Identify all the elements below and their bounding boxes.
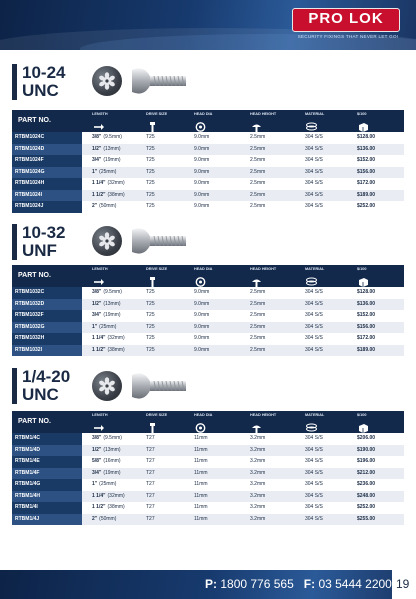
head-diameter: 11mm (194, 458, 208, 464)
price-icon (358, 274, 369, 284)
part-number: RTBM1024J (12, 201, 82, 213)
drive-size: T27 (146, 435, 155, 441)
table-row (12, 491, 404, 503)
head-height-icon (251, 274, 262, 284)
length-fraction: 3/4" (92, 312, 102, 318)
length-fraction: 1/2" (92, 300, 102, 307)
table-row (12, 322, 404, 334)
drive-size: T27 (146, 469, 155, 476)
length-mm: (32mm) (107, 335, 125, 341)
head-diameter: 11mm (194, 492, 208, 499)
length-fraction: 3/4" (92, 157, 102, 163)
material: 304 S/S (305, 504, 323, 510)
drive-size: T27 (146, 504, 155, 510)
length-icon (93, 274, 104, 284)
drive-size: T25 (146, 157, 155, 163)
length-icon (93, 420, 104, 430)
head-height: 2.5mm (250, 134, 266, 140)
material: 304 S/S (305, 335, 323, 341)
part-number: RTBM1/4E (12, 456, 82, 468)
column-drive: DRIVE SIZE (146, 112, 168, 116)
column-length: LENGTH (92, 267, 108, 271)
column-part-no: PART NO. (18, 272, 51, 279)
phone-label: P: (205, 577, 217, 591)
length-cell (92, 468, 121, 480)
length-fraction: 3/8" (92, 435, 102, 441)
price: $206.00 (357, 435, 376, 441)
length-cell (92, 433, 122, 445)
price-icon (358, 420, 369, 430)
material: 304 S/S (305, 191, 323, 198)
torx-drive-icon (92, 371, 122, 401)
head-height: 3.2mm (250, 515, 266, 522)
length-fraction: 1/2" (92, 446, 102, 453)
material: 304 S/S (305, 203, 323, 209)
price: $236.00 (357, 481, 376, 487)
material: 304 S/S (305, 515, 323, 522)
head-height: 2.5mm (250, 168, 266, 175)
head-height: 3.2mm (250, 481, 266, 487)
head-height: 2.5mm (250, 312, 266, 318)
material: 304 S/S (305, 492, 323, 499)
length-fraction: 2" (92, 515, 98, 522)
head-height-icon (251, 420, 262, 430)
length-cell (92, 310, 121, 322)
part-number: RTBM1024C (12, 132, 82, 144)
material: 304 S/S (305, 168, 323, 175)
column-part-no: PART NO. (18, 117, 51, 124)
head-dia-icon (195, 420, 206, 430)
length-mm: (32mm) (107, 492, 125, 499)
column-length: LENGTH (92, 413, 108, 417)
length-cell (92, 322, 116, 334)
part-number: RTBM1024H (12, 178, 82, 190)
table-row (12, 310, 404, 322)
head-diameter: 9.0mm (194, 180, 210, 186)
prolok-logo (292, 8, 404, 44)
table-header (12, 265, 404, 287)
column-head-dia: HEAD DIA (194, 112, 213, 116)
length-mm: (13mm) (103, 300, 121, 307)
material: 304 S/S (305, 435, 323, 441)
spec-table (12, 411, 404, 525)
table-row (12, 190, 404, 202)
head-height: 2.5mm (250, 300, 266, 307)
price: $252.00 (357, 203, 376, 209)
part-number: RTBM1024F (12, 155, 82, 167)
length-fraction: 3/4" (92, 469, 102, 476)
logo-text: PRO LOK (308, 10, 384, 27)
material: 304 S/S (305, 157, 323, 163)
price: $136.00 (357, 300, 376, 307)
drive-size: T25 (146, 346, 155, 353)
length-mm: (19mm) (103, 312, 121, 318)
torx-drive-icon (92, 226, 122, 256)
head-diameter: 9.0mm (194, 346, 210, 353)
table-row (12, 201, 404, 213)
logo-tagline: SECURITY FIXINGS THAT NEVER LET GO! (297, 34, 399, 39)
column-head-dia: HEAD DIA (194, 413, 213, 417)
head-diameter: 9.0mm (194, 289, 210, 295)
length-icon (93, 119, 104, 129)
drive-size: T27 (146, 458, 155, 464)
head-diameter: 9.0mm (194, 335, 210, 341)
drive-size: T27 (146, 492, 155, 499)
column-material: MATERIAL (305, 267, 325, 271)
head-diameter: 11mm (194, 481, 208, 487)
table-row (12, 333, 404, 345)
column-head-height: HEAD HEIGHT (250, 413, 277, 417)
drive-size: T27 (146, 515, 155, 522)
price: $152.00 (357, 312, 376, 318)
head-height: 3.2mm (250, 446, 266, 453)
thread-size-title: 10-32 (22, 223, 66, 242)
head-height: 2.5mm (250, 145, 266, 152)
table-row (12, 178, 404, 190)
table-row (12, 167, 404, 179)
head-height-icon (251, 119, 262, 129)
part-number: RTBM1/4H (12, 491, 82, 503)
contact-line (205, 577, 392, 591)
length-mm: (13mm) (103, 446, 121, 453)
material: 304 S/S (305, 134, 323, 140)
button-head-screw-icon (130, 66, 188, 96)
head-diameter: 9.0mm (194, 145, 210, 152)
head-diameter: 9.0mm (194, 134, 210, 140)
column-price: $/100 (357, 267, 367, 271)
material: 304 S/S (305, 323, 323, 330)
price: $190.00 (357, 446, 376, 453)
head-diameter: 11mm (194, 504, 208, 510)
material: 304 S/S (305, 300, 323, 307)
column-head-dia: HEAD DIA (194, 267, 213, 271)
column-drive: DRIVE SIZE (146, 267, 168, 271)
length-cell (92, 514, 116, 526)
price: $196.00 (357, 458, 376, 464)
part-number: RTBM1/4D (12, 445, 82, 457)
price: $172.00 (357, 180, 376, 186)
head-height: 2.5mm (250, 323, 266, 330)
table-header (12, 110, 404, 132)
head-height: 3.2mm (250, 435, 266, 441)
length-mm: (25mm) (99, 323, 117, 330)
head-diameter: 9.0mm (194, 323, 210, 330)
page-header (0, 0, 416, 50)
page-number: 19 (396, 577, 410, 591)
price: $189.00 (357, 191, 376, 198)
material: 304 S/S (305, 469, 323, 476)
drive-size: T25 (146, 300, 155, 307)
torx-drive-icon (92, 66, 122, 96)
table-body (12, 132, 404, 213)
length-cell (92, 178, 125, 190)
price: $255.00 (357, 515, 376, 522)
price: $156.00 (357, 168, 376, 175)
length-fraction: 1 1/4" (92, 335, 106, 341)
thread-type-title: UNC (22, 385, 59, 404)
price: $152.00 (357, 157, 376, 163)
drive-size: T25 (146, 134, 155, 140)
table-row (12, 433, 404, 445)
part-number: RTBM1032I (12, 345, 82, 357)
part-number: RTBM1032H (12, 333, 82, 345)
column-part-no: PART NO. (18, 418, 51, 425)
length-cell (92, 479, 116, 491)
head-height: 2.5mm (250, 289, 266, 295)
table-row (12, 514, 404, 526)
drive-size: T25 (146, 180, 155, 186)
price: $128.00 (357, 134, 376, 140)
length-fraction: 2" (92, 203, 98, 209)
part-number: RTBM1032C (12, 287, 82, 299)
drive-icon (147, 119, 158, 129)
price: $128.00 (357, 289, 376, 295)
material: 304 S/S (305, 289, 323, 295)
length-cell (92, 299, 121, 311)
price: $252.00 (357, 504, 376, 510)
section-title-bar (12, 64, 17, 100)
length-cell (92, 491, 125, 503)
length-cell (92, 201, 116, 213)
length-cell (92, 445, 121, 457)
drive-icon (147, 420, 158, 430)
material-icon (306, 420, 317, 430)
material: 304 S/S (305, 346, 323, 353)
length-fraction: 1/2" (92, 145, 102, 152)
part-number: RTBM1/4C (12, 433, 82, 445)
head-diameter: 9.0mm (194, 157, 210, 163)
drive-icon (147, 274, 158, 284)
thread-type-title: UNF (22, 241, 57, 260)
material: 304 S/S (305, 458, 323, 464)
column-head-height: HEAD HEIGHT (250, 112, 277, 116)
head-height: 3.2mm (250, 492, 266, 499)
length-cell (92, 190, 125, 202)
head-height: 2.5mm (250, 191, 266, 198)
length-fraction: 1 1/2" (92, 191, 106, 198)
part-number: RTBM1024D (12, 144, 82, 156)
head-height: 3.2mm (250, 469, 266, 476)
drive-size: T27 (146, 481, 155, 487)
column-drive: DRIVE SIZE (146, 413, 168, 417)
column-length: LENGTH (92, 112, 108, 116)
head-diameter: 11mm (194, 515, 208, 522)
length-fraction: 5/8" (92, 458, 102, 464)
drive-size: T25 (146, 145, 155, 152)
length-mm: (25mm) (99, 481, 117, 487)
column-material: MATERIAL (305, 413, 325, 417)
length-mm: (16mm) (103, 458, 121, 464)
table-row (12, 299, 404, 311)
fax-label: F: (303, 577, 316, 591)
head-diameter: 9.0mm (194, 312, 210, 318)
length-cell (92, 144, 121, 156)
part-number: RTBM1024G (12, 167, 82, 179)
drive-size: T25 (146, 203, 155, 209)
length-cell (92, 456, 121, 468)
length-cell (92, 287, 122, 299)
price: $156.00 (357, 323, 376, 330)
table-row (12, 456, 404, 468)
fax-number: 03 5444 2200 (318, 577, 392, 591)
table-body (12, 433, 404, 525)
head-diameter: 9.0mm (194, 300, 210, 307)
table-row (12, 155, 404, 167)
thread-size-title: 1/4-20 (22, 367, 71, 386)
button-head-screw-icon (130, 226, 188, 256)
part-number: RTBM1032D (12, 299, 82, 311)
head-height: 2.5mm (250, 180, 266, 186)
head-dia-icon (195, 274, 206, 284)
length-cell (92, 333, 125, 345)
length-fraction: 3/8" (92, 289, 102, 295)
column-price: $/100 (357, 112, 367, 116)
section-title-bar (12, 368, 17, 404)
part-number: RTBM1/4F (12, 468, 82, 480)
head-height: 3.2mm (250, 504, 266, 510)
phone-number: 1800 776 565 (220, 577, 294, 591)
length-fraction: 1 1/4" (92, 492, 106, 499)
length-mm: (38mm) (107, 191, 125, 198)
length-mm: (50mm) (99, 515, 117, 522)
length-cell (92, 345, 125, 357)
length-mm: (19mm) (103, 157, 121, 163)
head-height: 3.2mm (250, 458, 266, 464)
column-material: MATERIAL (305, 112, 325, 116)
material: 304 S/S (305, 145, 323, 152)
drive-size: T25 (146, 312, 155, 318)
material-icon (306, 119, 317, 129)
price: $172.00 (357, 335, 376, 341)
table-row (12, 502, 404, 514)
drive-size: T25 (146, 191, 155, 198)
length-mm: (19mm) (103, 469, 121, 476)
table-row (12, 132, 404, 144)
price: $212.00 (357, 469, 376, 476)
part-number: RTBM1032G (12, 322, 82, 334)
drive-size: T25 (146, 168, 155, 175)
length-mm: (50mm) (99, 203, 117, 209)
length-fraction: 3/8" (92, 134, 102, 140)
head-height: 2.5mm (250, 157, 266, 163)
length-mm: (9.5mm) (103, 134, 122, 140)
table-row (12, 287, 404, 299)
length-fraction: 1" (92, 323, 98, 330)
length-cell (92, 155, 121, 167)
part-number: RTBM1/4I (12, 502, 82, 514)
drive-size: T25 (146, 323, 155, 330)
table-header (12, 411, 404, 433)
part-number: RTBM1/4G (12, 479, 82, 491)
head-dia-icon (195, 119, 206, 129)
thread-size-title: 10-24 (22, 63, 66, 82)
part-number: RTBM1024I (12, 190, 82, 202)
length-mm: (38mm) (107, 346, 125, 353)
spec-table (12, 110, 404, 213)
length-mm: (13mm) (103, 145, 121, 152)
head-height: 2.5mm (250, 346, 266, 353)
length-fraction: 1" (92, 168, 98, 175)
head-diameter: 9.0mm (194, 191, 210, 198)
table-row (12, 345, 404, 357)
drive-size: T27 (146, 446, 155, 453)
table-row (12, 144, 404, 156)
length-mm: (9.5mm) (103, 435, 122, 441)
part-number: RTBM1/4J (12, 514, 82, 526)
length-fraction: 1 1/2" (92, 346, 106, 353)
column-price: $/100 (357, 413, 367, 417)
head-diameter: 11mm (194, 446, 208, 453)
head-height: 2.5mm (250, 203, 266, 209)
button-head-screw-icon (130, 371, 188, 401)
length-mm: (38mm) (107, 504, 125, 510)
length-fraction: 1 1/2" (92, 504, 106, 510)
drive-size: T25 (146, 289, 155, 295)
price: $189.00 (357, 346, 376, 353)
material: 304 S/S (305, 312, 323, 318)
head-diameter: 11mm (194, 435, 208, 441)
price: $248.00 (357, 492, 376, 499)
length-cell (92, 502, 125, 514)
head-diameter: 9.0mm (194, 203, 210, 209)
material: 304 S/S (305, 481, 323, 487)
table-body (12, 287, 404, 356)
price: $136.00 (357, 145, 376, 152)
material: 304 S/S (305, 180, 323, 186)
drive-size: T25 (146, 335, 155, 341)
material: 304 S/S (305, 446, 323, 453)
length-mm: (25mm) (99, 168, 117, 175)
length-fraction: 1 1/4" (92, 180, 106, 186)
part-number: RTBM1032F (12, 310, 82, 322)
length-fraction: 1" (92, 481, 98, 487)
length-cell (92, 167, 116, 179)
material-icon (306, 274, 317, 284)
length-mm: (32mm) (107, 180, 125, 186)
price-icon (358, 119, 369, 129)
table-row (12, 445, 404, 457)
length-mm: (9.5mm) (103, 289, 122, 295)
head-height: 2.5mm (250, 335, 266, 341)
thread-type-title: UNC (22, 81, 59, 100)
page-footer (0, 570, 416, 599)
table-row (12, 468, 404, 480)
head-diameter: 9.0mm (194, 168, 210, 175)
length-cell (92, 132, 122, 144)
table-row (12, 479, 404, 491)
head-diameter: 11mm (194, 469, 208, 476)
section-title-bar (12, 224, 17, 260)
spec-table (12, 265, 404, 356)
column-head-height: HEAD HEIGHT (250, 267, 277, 271)
